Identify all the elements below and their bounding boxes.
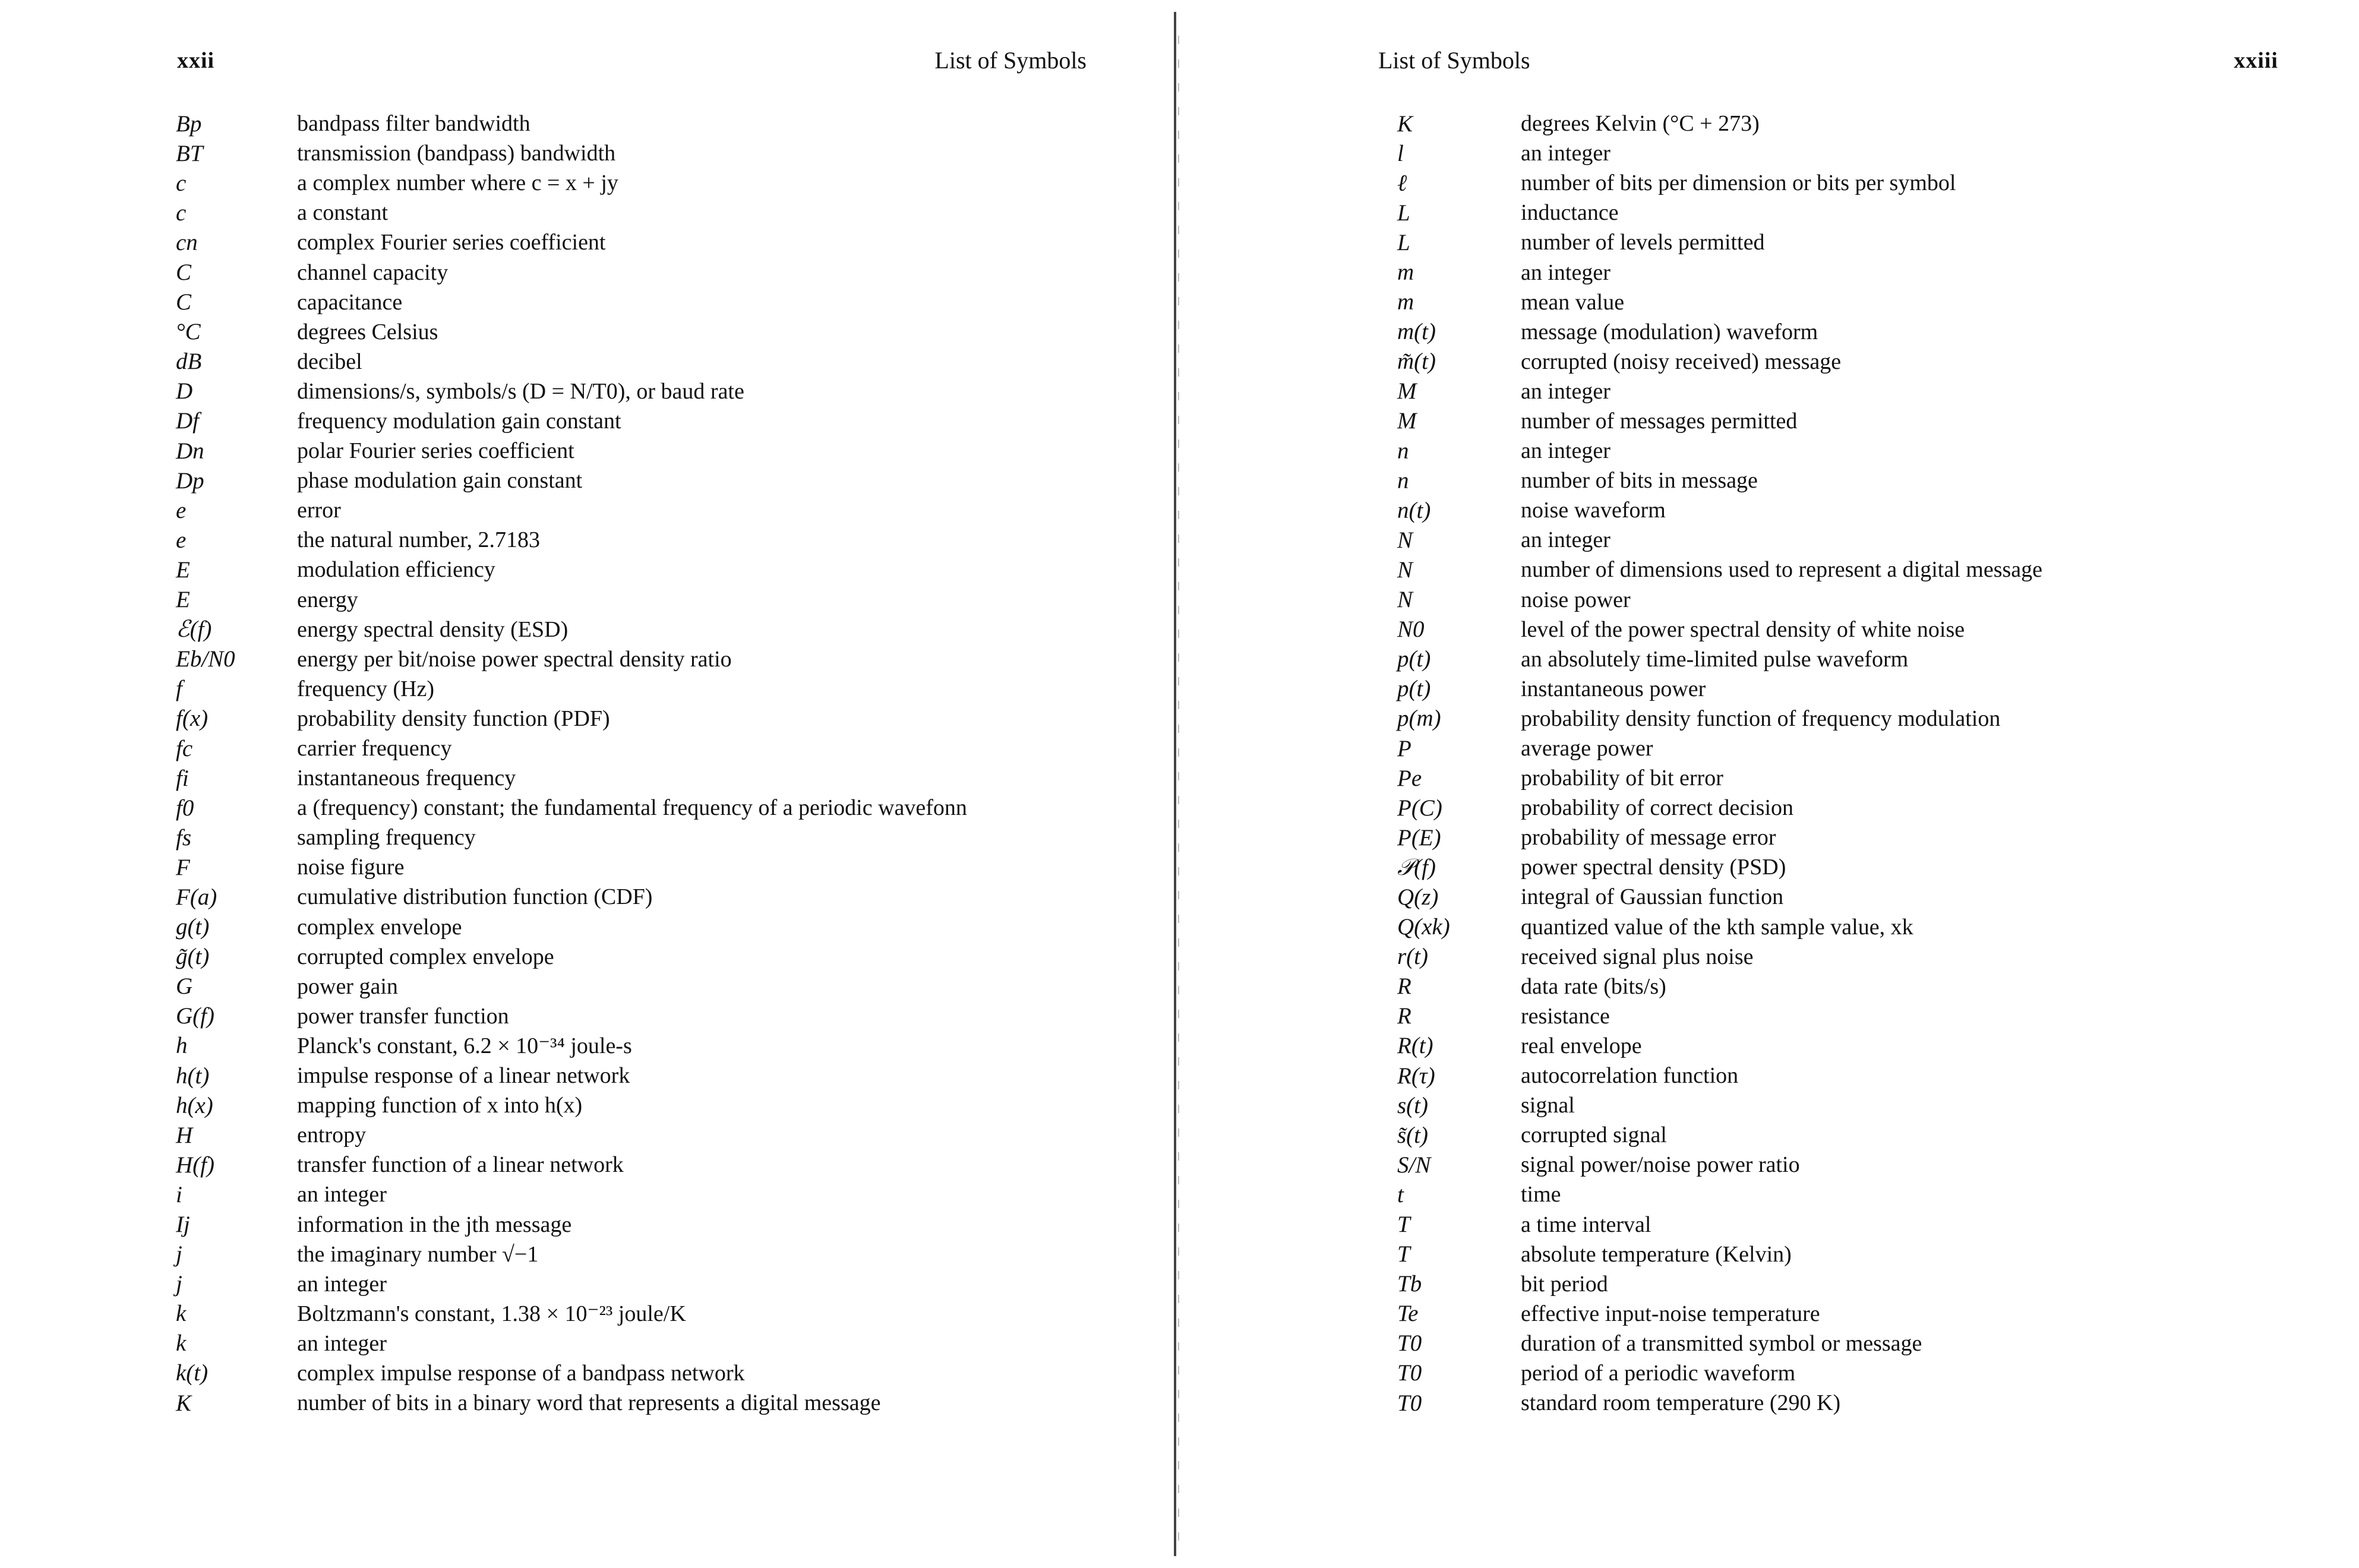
symbol: fi bbox=[176, 765, 189, 791]
symbol-entry bbox=[176, 466, 1103, 495]
symbol-entry bbox=[176, 942, 1103, 972]
definition: number of levels permitted bbox=[1521, 230, 1765, 255]
symbol-entry bbox=[1397, 227, 2336, 257]
symbol-entry bbox=[1397, 615, 2336, 644]
symbol: s̃(t) bbox=[1397, 1122, 1428, 1148]
definition: complex Fourier series coefficient bbox=[297, 230, 606, 255]
symbol: p(t) bbox=[1397, 646, 1431, 672]
symbol: G bbox=[176, 973, 193, 1000]
definition: information in the jth message bbox=[297, 1212, 572, 1237]
definition: instantaneous power bbox=[1521, 676, 1706, 701]
symbol-entry bbox=[1397, 495, 2336, 525]
definition: corrupted (noisy received) message bbox=[1521, 349, 1842, 374]
definition: received signal plus noise bbox=[1521, 944, 1754, 969]
definition: quantized value of the kth sample value, xk bbox=[1521, 914, 1913, 940]
symbol-entry bbox=[1397, 674, 2336, 704]
definition: carrier frequency bbox=[297, 736, 452, 761]
definition: number of messages permitted bbox=[1521, 408, 1798, 434]
symbol-entry bbox=[176, 763, 1103, 793]
symbol: K bbox=[176, 1390, 192, 1416]
definition: entropy bbox=[297, 1123, 367, 1148]
symbol: P(E) bbox=[1397, 824, 1441, 851]
definition: integral of Gaussian function bbox=[1521, 884, 1784, 910]
definition: bandpass filter bandwidth bbox=[297, 111, 530, 137]
definition: duration of a transmitted symbol or message bbox=[1521, 1330, 1922, 1356]
symbol: °C bbox=[176, 319, 201, 345]
symbol: N0 bbox=[1397, 617, 1425, 643]
definition: noise waveform bbox=[1521, 498, 1666, 523]
symbol-entry bbox=[176, 525, 1103, 555]
symbol: Q(xk) bbox=[1397, 914, 1450, 940]
symbol: Tb bbox=[1397, 1271, 1422, 1297]
symbol: c bbox=[176, 170, 187, 196]
left-page bbox=[0, 0, 1179, 1568]
symbol: s(t) bbox=[1397, 1092, 1428, 1118]
symbol-entry bbox=[1397, 436, 2336, 466]
symbol: t bbox=[1397, 1181, 1404, 1207]
definition: sampling frequency bbox=[297, 825, 476, 851]
symbol: L bbox=[1397, 229, 1410, 255]
symbol: Df bbox=[176, 408, 199, 434]
definition: real envelope bbox=[1521, 1033, 1642, 1058]
symbol: g̃(t) bbox=[176, 944, 210, 970]
symbol-entry bbox=[176, 1209, 1103, 1239]
symbol-entry bbox=[1397, 466, 2336, 495]
symbol-entry bbox=[176, 912, 1103, 942]
symbol: i bbox=[176, 1181, 182, 1207]
symbol-entry bbox=[176, 852, 1103, 882]
definition: an integer bbox=[1521, 260, 1610, 285]
symbol-entry bbox=[1397, 942, 2336, 972]
definition: degrees Celsius bbox=[297, 319, 438, 344]
symbol: e bbox=[176, 497, 187, 523]
symbol: r(t) bbox=[1397, 944, 1428, 970]
symbol: R bbox=[1397, 1003, 1411, 1029]
symbol: F bbox=[176, 854, 190, 880]
definition: an integer bbox=[1521, 378, 1610, 404]
running-head: List of Symbols bbox=[934, 47, 1087, 74]
definition: effective input-noise temperature bbox=[1521, 1301, 1820, 1326]
symbol: Te bbox=[1397, 1301, 1419, 1327]
symbol: BT bbox=[176, 140, 203, 166]
symbol-entry bbox=[176, 972, 1103, 1001]
definition: average power bbox=[1521, 736, 1653, 761]
symbol-entry bbox=[1397, 525, 2336, 555]
definition: frequency (Hz) bbox=[297, 676, 435, 701]
symbol-entry bbox=[176, 1120, 1103, 1150]
definition: energy spectral density (ESD) bbox=[297, 617, 569, 642]
symbol-entry bbox=[176, 168, 1103, 198]
symbol-entry bbox=[1397, 734, 2336, 763]
definition: probability of bit error bbox=[1521, 766, 1723, 791]
symbol-entry bbox=[176, 287, 1103, 317]
definition: bit period bbox=[1521, 1271, 1608, 1297]
symbol: e bbox=[176, 527, 187, 553]
symbol: n bbox=[1397, 438, 1409, 464]
symbol-entry bbox=[1397, 852, 2336, 882]
symbol: dB bbox=[176, 349, 202, 375]
symbol: n bbox=[1397, 467, 1409, 494]
symbol-entry bbox=[176, 1299, 1103, 1329]
definition: channel capacity bbox=[297, 260, 449, 285]
symbol-entry bbox=[1397, 377, 2336, 406]
symbol-entry bbox=[1397, 823, 2336, 852]
symbol-entry bbox=[1397, 1269, 2336, 1299]
definition: a (frequency) constant; the fundamental frequency of a periodic wavefonn bbox=[297, 795, 967, 821]
symbol: m̃(t) bbox=[1397, 349, 1436, 375]
definition: modulation efficiency bbox=[297, 557, 495, 583]
symbol: m bbox=[1397, 289, 1414, 315]
symbol: T bbox=[1397, 1241, 1410, 1267]
symbol: N bbox=[1397, 557, 1413, 583]
definition: corrupted complex envelope bbox=[297, 944, 554, 969]
symbol-entry bbox=[1397, 644, 2336, 674]
symbol-entry bbox=[176, 555, 1103, 584]
definition: decibel bbox=[297, 349, 362, 374]
definition: number of bits in message bbox=[1521, 468, 1758, 494]
symbol-entry bbox=[1397, 168, 2336, 198]
symbol-entry bbox=[176, 347, 1103, 377]
symbol-entry bbox=[1397, 347, 2336, 377]
symbol: k(t) bbox=[176, 1360, 209, 1386]
definition: complex envelope bbox=[297, 914, 462, 940]
symbol-entry bbox=[1397, 1329, 2336, 1358]
symbol-entry bbox=[176, 1090, 1103, 1120]
symbol-entry bbox=[1397, 287, 2336, 317]
symbol-entry bbox=[1397, 704, 2336, 734]
symbol: fc bbox=[176, 735, 193, 761]
symbol: p(m) bbox=[1397, 706, 1441, 732]
symbol: fs bbox=[176, 824, 192, 851]
definition: an integer bbox=[1521, 438, 1610, 464]
definition: power spectral density (PSD) bbox=[1521, 855, 1786, 880]
symbol-entry bbox=[176, 1329, 1103, 1358]
symbol: S/N bbox=[1397, 1152, 1431, 1178]
symbol: n(t) bbox=[1397, 497, 1431, 523]
symbol-entry bbox=[176, 109, 1103, 138]
symbol-entry bbox=[176, 406, 1103, 436]
symbol-entry bbox=[176, 793, 1103, 823]
symbol-entry bbox=[1397, 317, 2336, 347]
definition: polar Fourier series coefficient bbox=[297, 438, 574, 464]
definition: degrees Kelvin (°C + 273) bbox=[1521, 111, 1760, 137]
definition: signal power/noise power ratio bbox=[1521, 1152, 1800, 1178]
symbol: Pe bbox=[1397, 765, 1422, 791]
definition: Boltzmann's constant, 1.38 × 10⁻²³ joule/K bbox=[297, 1301, 686, 1326]
symbol: h(t) bbox=[176, 1063, 210, 1089]
symbol: Dp bbox=[176, 467, 204, 494]
symbol: l bbox=[1397, 140, 1404, 166]
symbol: m bbox=[1397, 260, 1414, 286]
symbol: E bbox=[176, 587, 190, 613]
symbol-entry bbox=[1397, 109, 2336, 138]
definition: frequency modulation gain constant bbox=[297, 408, 621, 434]
symbol-entry bbox=[1397, 882, 2336, 912]
symbol: cn bbox=[176, 229, 198, 255]
symbol-entry bbox=[1397, 972, 2336, 1001]
definition: a time interval bbox=[1521, 1212, 1651, 1237]
definition: noise power bbox=[1521, 587, 1631, 612]
symbol-entry bbox=[176, 644, 1103, 674]
symbol: C bbox=[176, 289, 192, 315]
symbol: f bbox=[176, 676, 182, 702]
definition: an integer bbox=[297, 1330, 387, 1356]
symbol: M bbox=[1397, 378, 1417, 404]
symbol: j bbox=[176, 1241, 182, 1267]
definition: data rate (bits/s) bbox=[1521, 973, 1666, 999]
definition: level of the power spectral density of white noise bbox=[1521, 617, 1965, 642]
symbol: T0 bbox=[1397, 1360, 1422, 1386]
right-page bbox=[1180, 0, 2359, 1568]
definition: probability of correct decision bbox=[1521, 795, 1794, 821]
symbol: E bbox=[176, 557, 190, 583]
symbol-entry bbox=[176, 674, 1103, 704]
symbol-entry bbox=[176, 704, 1103, 734]
symbol-entry bbox=[1397, 1180, 2336, 1209]
definition: standard room temperature (290 K) bbox=[1521, 1390, 1841, 1416]
definition: time bbox=[1521, 1182, 1561, 1207]
symbol-entry bbox=[176, 823, 1103, 852]
symbol: Eb/N0 bbox=[176, 646, 235, 672]
definition: power transfer function bbox=[297, 1003, 509, 1029]
symbol: N bbox=[1397, 527, 1413, 553]
symbol: H bbox=[176, 1122, 193, 1148]
definition: impulse response of a linear network bbox=[297, 1063, 630, 1089]
definition: complex impulse response of a bandpass network bbox=[297, 1360, 745, 1386]
symbol: M bbox=[1397, 408, 1417, 434]
symbol: L bbox=[1397, 200, 1410, 226]
definition: number of dimensions used to represent a digital message bbox=[1521, 557, 2043, 583]
definition: energy bbox=[297, 587, 358, 612]
symbol-entry bbox=[176, 495, 1103, 525]
symbol-entry bbox=[176, 615, 1103, 644]
definition: phase modulation gain constant bbox=[297, 468, 583, 494]
symbol-entry bbox=[1397, 1061, 2336, 1090]
symbol-entry bbox=[176, 1240, 1103, 1269]
running-head: List of Symbols bbox=[1378, 47, 1530, 74]
definition: noise figure bbox=[297, 855, 405, 880]
page-number: xxii bbox=[177, 48, 215, 73]
definition: dimensions/s, symbols/s (D = N/T0), or baud rate bbox=[297, 378, 744, 404]
symbol-entry bbox=[1397, 1209, 2336, 1239]
symbol-entry bbox=[1397, 1031, 2336, 1061]
symbol-entry bbox=[1397, 257, 2336, 287]
symbol: Q(z) bbox=[1397, 884, 1439, 910]
symbol-entry bbox=[176, 734, 1103, 763]
definition: the imaginary number √−1 bbox=[297, 1241, 539, 1267]
symbol-entry bbox=[176, 317, 1103, 347]
definition: probability density function of frequency modulation bbox=[1521, 706, 2001, 731]
symbol: Dn bbox=[176, 438, 204, 464]
symbol: P bbox=[1397, 735, 1411, 761]
definition: autocorrelation function bbox=[1521, 1063, 1739, 1089]
definition: number of bits in a binary word that represents a digital message bbox=[297, 1390, 881, 1416]
symbol-entry bbox=[176, 1180, 1103, 1209]
symbol-entry bbox=[1397, 1240, 2336, 1269]
gutter-shadow bbox=[1178, 36, 1179, 1544]
symbol-entry bbox=[176, 1269, 1103, 1299]
symbol-entry bbox=[1397, 1150, 2336, 1180]
definition: a complex number where c = x + jy bbox=[297, 170, 618, 196]
symbol-entry bbox=[1397, 1358, 2336, 1388]
definition: an integer bbox=[1521, 141, 1610, 166]
definition: message (modulation) waveform bbox=[1521, 319, 1818, 344]
symbol-entry bbox=[176, 436, 1103, 466]
symbol: f(x) bbox=[176, 706, 209, 732]
symbol: H(f) bbox=[176, 1152, 214, 1178]
symbol: g(t) bbox=[176, 914, 210, 940]
symbol: 𝒫(f) bbox=[1397, 854, 1436, 880]
symbol: T0 bbox=[1397, 1390, 1422, 1416]
symbol-entry bbox=[176, 138, 1103, 168]
symbol: k bbox=[176, 1330, 187, 1357]
definition: a constant bbox=[297, 200, 389, 226]
definition: corrupted signal bbox=[1521, 1123, 1667, 1148]
symbol-entry bbox=[176, 882, 1103, 912]
definition: error bbox=[297, 498, 341, 523]
symbol-entry bbox=[176, 1150, 1103, 1180]
definition: an absolutely time-limited pulse waveform bbox=[1521, 646, 1909, 672]
definition: mapping function of x into h(x) bbox=[297, 1093, 583, 1118]
definition: probability density function (PDF) bbox=[297, 706, 610, 731]
definition: probability of message error bbox=[1521, 825, 1776, 851]
symbol: P(C) bbox=[1397, 795, 1442, 821]
symbol-entry bbox=[176, 1358, 1103, 1388]
definition: power gain bbox=[297, 973, 398, 999]
definition: inductance bbox=[1521, 200, 1619, 226]
symbol-entry bbox=[1397, 1120, 2336, 1150]
symbol-entry bbox=[176, 585, 1103, 615]
definition: Planck's constant, 6.2 × 10⁻³⁴ joule-s bbox=[297, 1033, 632, 1058]
symbol: ℰ(f) bbox=[176, 617, 212, 643]
symbol: T bbox=[1397, 1212, 1410, 1238]
symbol-entry bbox=[176, 257, 1103, 287]
symbol: R(τ) bbox=[1397, 1063, 1435, 1089]
symbol: D bbox=[176, 378, 193, 404]
book-gutter bbox=[1174, 12, 1176, 1556]
symbol: m(t) bbox=[1397, 319, 1436, 345]
definition: resistance bbox=[1521, 1003, 1610, 1029]
definition: an integer bbox=[297, 1182, 387, 1207]
symbol-entry bbox=[1397, 138, 2336, 168]
symbol-entry bbox=[176, 1031, 1103, 1061]
definition: capacitance bbox=[297, 289, 403, 315]
definition: transmission (bandpass) bandwidth bbox=[297, 141, 616, 166]
definition: cumulative distribution function (CDF) bbox=[297, 884, 653, 910]
symbol: c bbox=[176, 200, 187, 226]
symbol: K bbox=[1397, 110, 1413, 137]
symbol: F(a) bbox=[176, 884, 217, 910]
symbol: R(t) bbox=[1397, 1033, 1433, 1059]
symbol: T0 bbox=[1397, 1330, 1422, 1357]
symbol: j bbox=[176, 1271, 182, 1297]
symbol-list bbox=[176, 109, 1103, 1418]
definition: period of a periodic waveform bbox=[1521, 1360, 1796, 1386]
symbol-entry bbox=[176, 1001, 1103, 1031]
symbol-entry bbox=[1397, 1001, 2336, 1031]
symbol-entry bbox=[176, 198, 1103, 227]
symbol: p(t) bbox=[1397, 676, 1431, 702]
symbol: h bbox=[176, 1033, 188, 1059]
symbol-entry bbox=[176, 1388, 1103, 1418]
definition: signal bbox=[1521, 1093, 1575, 1118]
symbol-entry bbox=[1397, 1090, 2336, 1120]
symbol: h(x) bbox=[176, 1092, 213, 1118]
symbol: Bp bbox=[176, 110, 202, 137]
symbol-list bbox=[1397, 109, 2336, 1418]
symbol-entry bbox=[1397, 406, 2336, 436]
symbol-entry bbox=[1397, 1388, 2336, 1418]
symbol: C bbox=[176, 260, 192, 286]
definition: absolute temperature (Kelvin) bbox=[1521, 1241, 1792, 1267]
symbol: N bbox=[1397, 587, 1413, 613]
symbol-entry bbox=[1397, 912, 2336, 942]
symbol-entry bbox=[1397, 198, 2336, 227]
definition: mean value bbox=[1521, 289, 1625, 315]
definition: transfer function of a linear network bbox=[297, 1152, 624, 1178]
symbol-entry bbox=[176, 1061, 1103, 1090]
definition: energy per bit/noise power spectral density ratio bbox=[297, 646, 732, 672]
definition: instantaneous frequency bbox=[297, 766, 516, 791]
definition: the natural number, 2.7183 bbox=[297, 527, 540, 553]
symbol-entry bbox=[176, 377, 1103, 406]
symbol-entry bbox=[1397, 1299, 2336, 1329]
symbol: f0 bbox=[176, 795, 194, 821]
symbol-entry bbox=[176, 227, 1103, 257]
definition: number of bits per dimension or bits per symbol bbox=[1521, 170, 1956, 196]
symbol: ℓ bbox=[1397, 170, 1407, 196]
symbol: k bbox=[176, 1301, 187, 1327]
symbol-entry bbox=[1397, 793, 2336, 823]
symbol: Ij bbox=[176, 1212, 190, 1238]
symbol-entry bbox=[1397, 555, 2336, 584]
symbol: G(f) bbox=[176, 1003, 214, 1029]
symbol: R bbox=[1397, 973, 1411, 1000]
page-number: xxiii bbox=[2234, 48, 2278, 73]
symbol-entry bbox=[1397, 585, 2336, 615]
definition: an integer bbox=[297, 1271, 387, 1297]
definition: an integer bbox=[1521, 527, 1610, 553]
symbol-entry bbox=[1397, 763, 2336, 793]
